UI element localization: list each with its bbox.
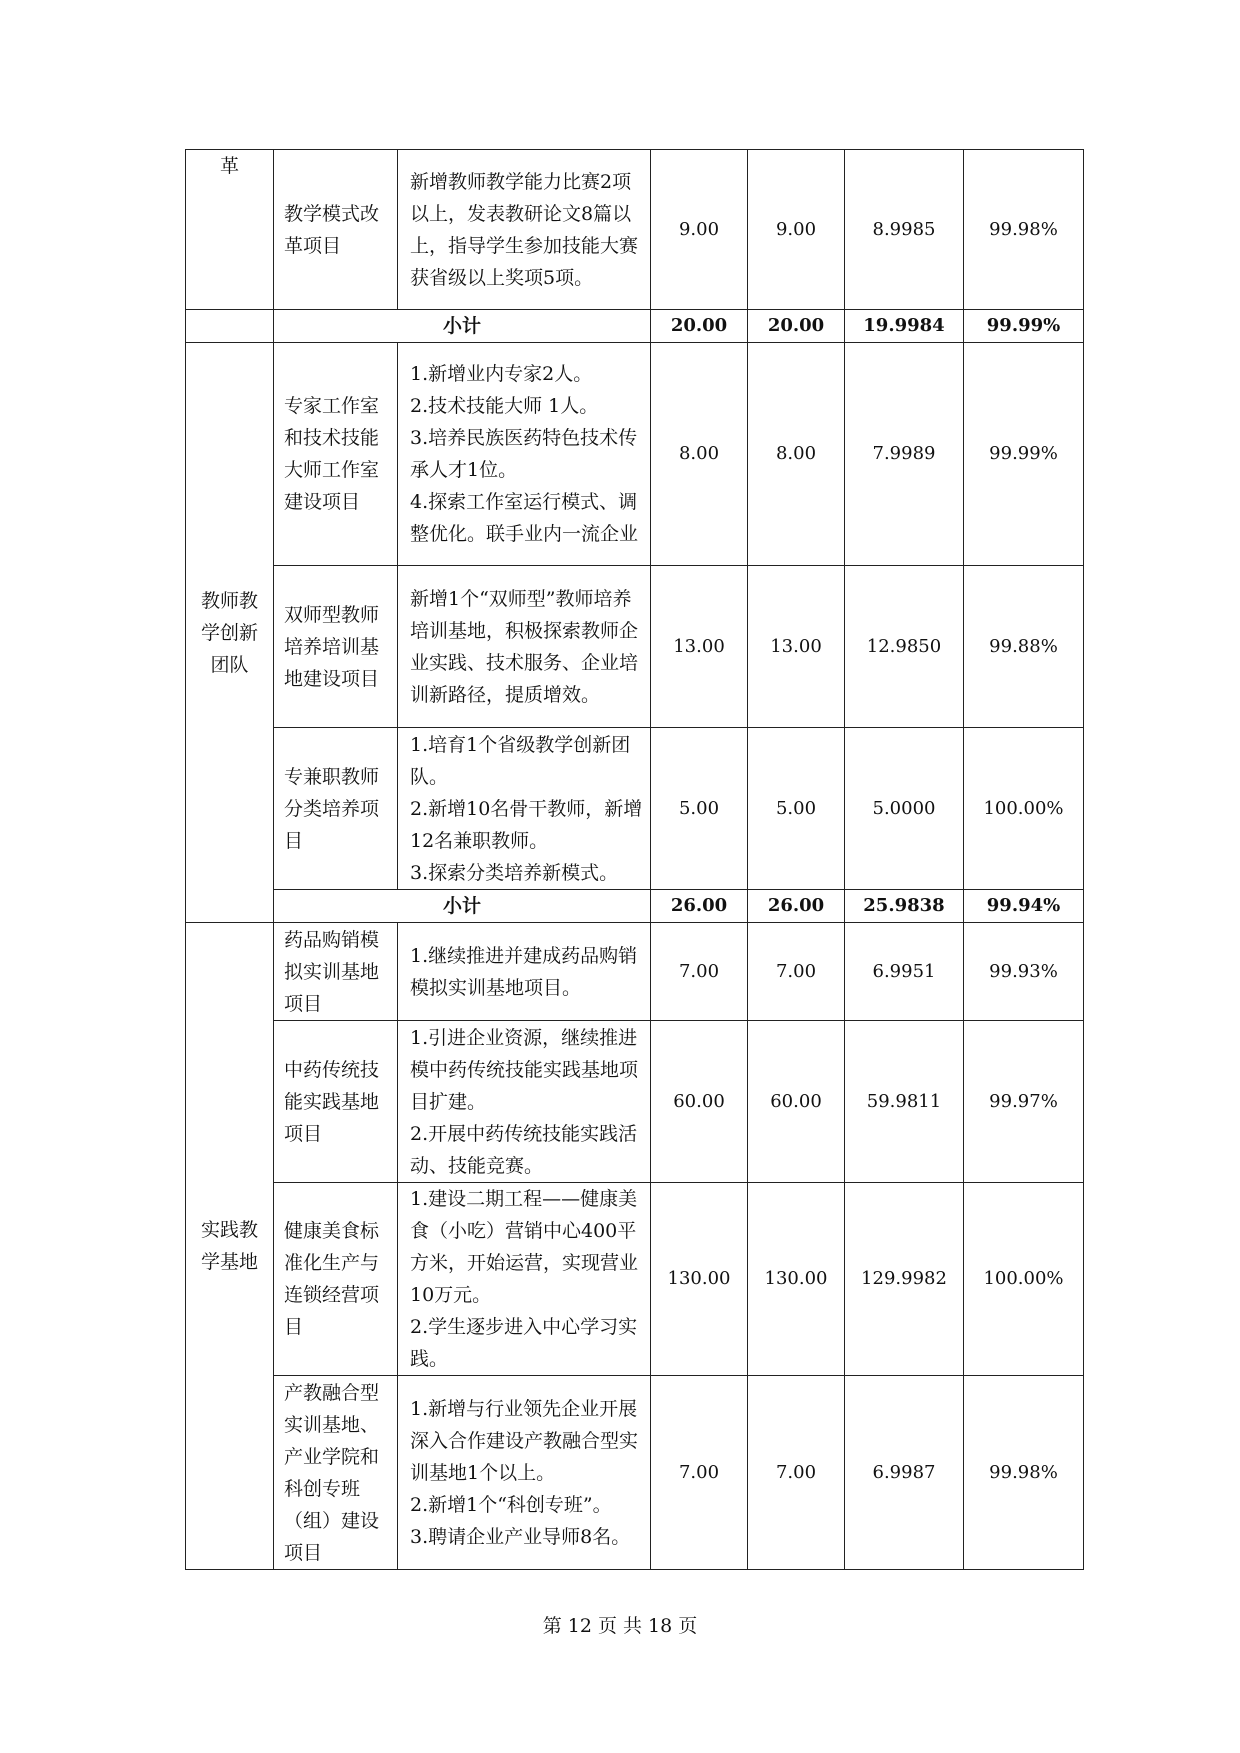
budget-cell: 5.00 bbox=[651, 728, 748, 890]
project-name-cell: 教学模式改革项目 bbox=[274, 150, 398, 310]
rate-cell: 99.99% bbox=[964, 343, 1084, 566]
spent-cell: 6.9987 bbox=[845, 1376, 964, 1570]
subtotal-label: 小计 bbox=[274, 310, 651, 343]
rate-cell: 99.88% bbox=[964, 566, 1084, 728]
goal-line: 1.培育1个省级教学创新团队。 bbox=[410, 733, 631, 788]
spent-cell: 6.9951 bbox=[845, 923, 964, 1021]
goal-line: 2.开展中药传统技能实践活动、技能竞赛。 bbox=[410, 1122, 638, 1177]
spent-cell: 5.0000 bbox=[845, 728, 964, 890]
goal-line: 2.技术技能大师 1人。 bbox=[410, 395, 599, 417]
goal-line: 1.新增与行业领先企业开展深入合作建设产教融合型实训基地1个以上。 bbox=[410, 1397, 639, 1484]
category-cell: 教师教学创新团队 bbox=[186, 343, 274, 923]
project-name-cell: 双师型教师培养培训基地建设项目 bbox=[274, 566, 398, 728]
table-row bbox=[186, 150, 1084, 310]
spent-cell: 7.9989 bbox=[845, 343, 964, 566]
project-name-cell: 健康美食标准化生产与连锁经营项目 bbox=[274, 1183, 398, 1376]
project-name-cell: 产教融合型实训基地、产业学院和科创专班（组）建设项目 bbox=[274, 1376, 398, 1570]
table-row bbox=[186, 728, 1084, 890]
spent-cell: 12.9850 bbox=[845, 566, 964, 728]
rate-cell: 100.00% bbox=[964, 728, 1084, 890]
goal-cell: 1.继续推进并建成药品购销模拟实训基地项目。 bbox=[398, 923, 651, 1021]
subtotal-allocated: 26.00 bbox=[748, 890, 845, 923]
allocated-cell: 7.00 bbox=[748, 1376, 845, 1570]
project-name-cell: 专兼职教师分类培养项目 bbox=[274, 728, 398, 890]
subtotal-budget: 26.00 bbox=[651, 890, 748, 923]
rate-cell: 99.98% bbox=[964, 150, 1084, 310]
rate-cell: 99.98% bbox=[964, 1376, 1084, 1570]
subtotal-spent: 25.9838 bbox=[845, 890, 964, 923]
budget-cell: 13.00 bbox=[651, 566, 748, 728]
allocated-cell: 13.00 bbox=[748, 566, 845, 728]
allocated-cell: 130.00 bbox=[748, 1183, 845, 1376]
goal-cell bbox=[398, 1183, 651, 1376]
rate-cell: 99.97% bbox=[964, 1021, 1084, 1183]
allocated-cell: 5.00 bbox=[748, 728, 845, 890]
subtotal-budget: 20.00 bbox=[651, 310, 748, 343]
budget-cell: 60.00 bbox=[651, 1021, 748, 1183]
goal-line: 2.新增1个“科创专班”。 bbox=[410, 1493, 612, 1516]
spent-cell: 129.9982 bbox=[845, 1183, 964, 1376]
goal-cell: 新增教师教学能力比赛2项以上，发表教研论文8篇以上，指导学生参加技能大赛获省级以上奖项5项。 bbox=[398, 150, 651, 310]
table-row bbox=[186, 1021, 1084, 1183]
subtotal-allocated: 20.00 bbox=[748, 310, 845, 343]
category-cell: 革 bbox=[186, 150, 274, 310]
goal-line: 1.新增业内专家2人。 bbox=[410, 363, 593, 385]
table-row bbox=[186, 566, 1084, 728]
page-number: 第 12 页 共 18 页 bbox=[542, 1615, 698, 1637]
budget-table bbox=[185, 149, 1084, 1570]
subtotal-label: 小计 bbox=[274, 890, 651, 923]
goal-line: 2.学生逐步进入中心学习实践。 bbox=[410, 1316, 638, 1370]
budget-cell: 8.00 bbox=[651, 343, 748, 566]
project-name-cell: 专家工作室和技术技能大师工作室建设项目 bbox=[274, 343, 398, 566]
rate-cell: 99.93% bbox=[964, 923, 1084, 1021]
goal-cell bbox=[398, 1021, 651, 1183]
goal-line: 3.探索分类培养新模式。 bbox=[410, 861, 619, 884]
subtotal-spent: 19.9984 bbox=[845, 310, 964, 343]
category-cell: 实践教学基地 bbox=[186, 923, 274, 1570]
allocated-cell: 60.00 bbox=[748, 1021, 845, 1183]
spent-cell: 59.9811 bbox=[845, 1021, 964, 1183]
subtotal-row bbox=[186, 310, 1084, 343]
budget-cell: 130.00 bbox=[651, 1183, 748, 1376]
goal-line: 2.新增10名骨干教师，新增12名兼职教师。 bbox=[410, 797, 643, 852]
goal-line: 3.聘请企业产业导师8名。 bbox=[410, 1525, 631, 1548]
table-row bbox=[186, 923, 1084, 1021]
project-name-cell: 药品购销模拟实训基地项目 bbox=[274, 923, 398, 1021]
rate-cell: 100.00% bbox=[964, 1183, 1084, 1376]
subtotal-row bbox=[186, 890, 1084, 923]
goal-cell bbox=[398, 728, 651, 890]
spent-cell: 8.9985 bbox=[845, 150, 964, 310]
goal-line: 1.建设二期工程——健康美食（小吃）营销中心400平方米，开始运营，实现营业10万元。 bbox=[410, 1188, 639, 1306]
allocated-cell: 8.00 bbox=[748, 343, 845, 566]
budget-cell: 9.00 bbox=[651, 150, 748, 310]
table-row bbox=[186, 1376, 1084, 1570]
subtotal-rate: 99.94% bbox=[964, 890, 1084, 923]
goal-cell bbox=[398, 1376, 651, 1570]
allocated-cell: 9.00 bbox=[748, 150, 845, 310]
budget-cell: 7.00 bbox=[651, 1376, 748, 1570]
goal-cell bbox=[398, 343, 651, 566]
budget-cell: 7.00 bbox=[651, 923, 748, 1021]
goal-line: 4.探索工作室运行模式、调整优化。联手业内一流企业 bbox=[410, 491, 639, 545]
project-name-cell: 中药传统技能实践基地项目 bbox=[274, 1021, 398, 1183]
category-cell-continued bbox=[186, 310, 274, 343]
goal-line: 3.培养民族医药特色技术传承人才1位。 bbox=[410, 427, 638, 481]
goal-line: 1.引进企业资源，继续推进模中药传统技能实践基地项目扩建。 bbox=[410, 1026, 639, 1113]
table-row bbox=[186, 343, 1084, 566]
allocated-cell: 7.00 bbox=[748, 923, 845, 1021]
table-row bbox=[186, 1183, 1084, 1376]
subtotal-rate: 99.99% bbox=[964, 310, 1084, 343]
goal-cell: 新增1个“双师型”教师培养培训基地，积极探索教师企业实践、技术服务、企业培训新路径，提质增效。 bbox=[398, 566, 651, 728]
